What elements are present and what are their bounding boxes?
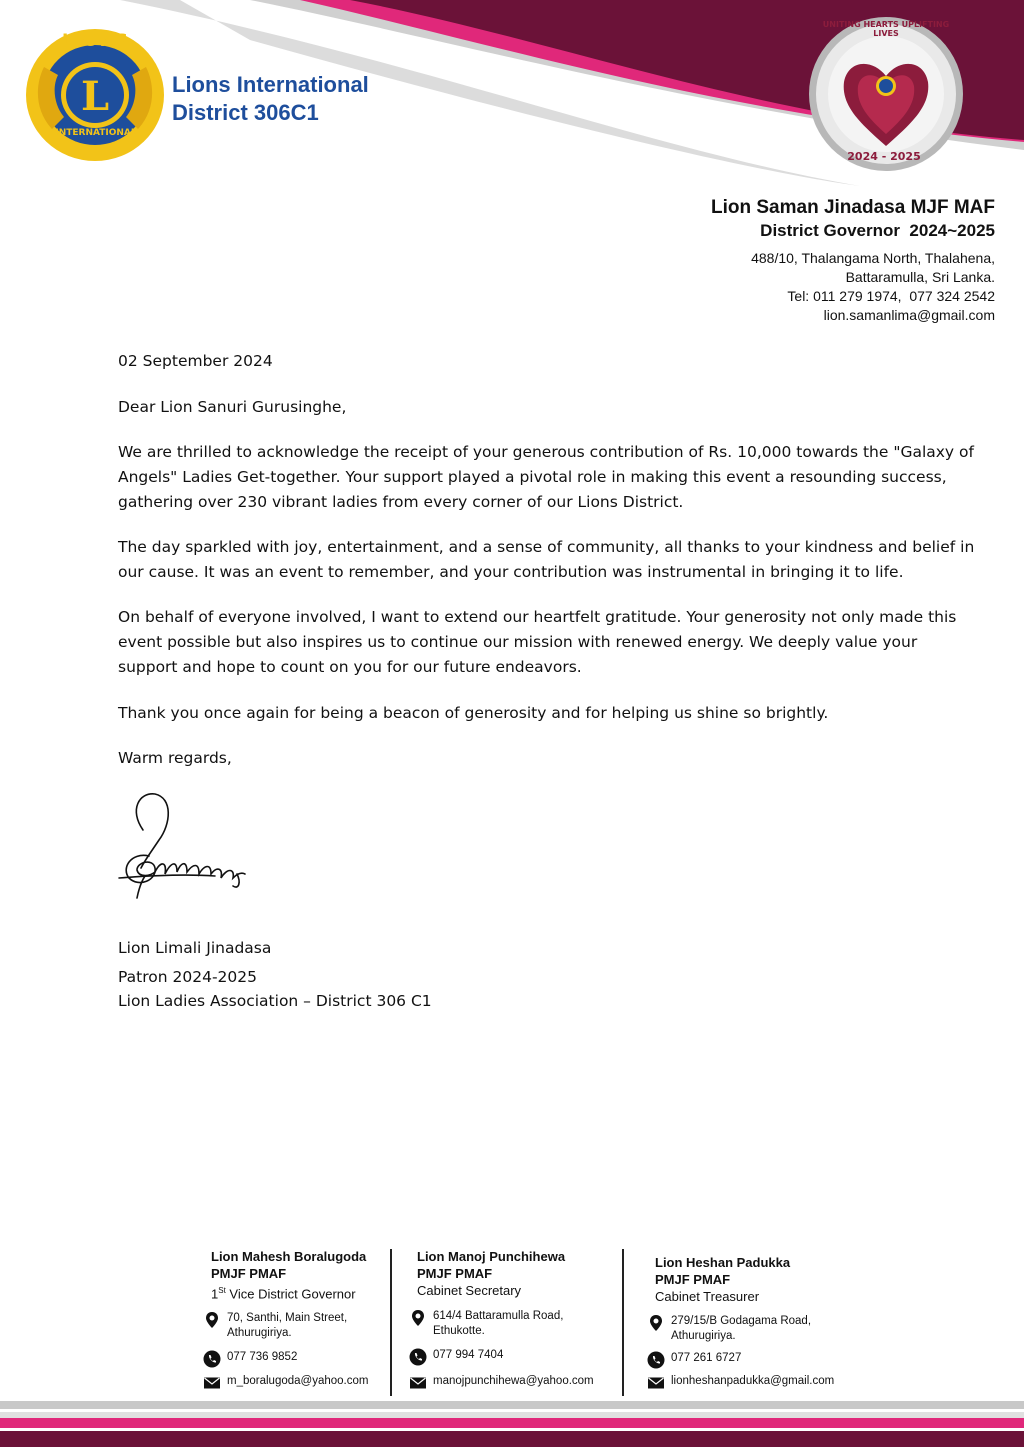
officer-address-line1: 279/15/B Godagama Road, <box>671 1315 812 1327</box>
organization-name-line2: District 306C1 <box>172 100 319 125</box>
officer-address <box>203 1311 347 1341</box>
letter-paragraph-1: We are thrilled to acknowledge the receipt of your generous contribution of Rs. 10,000 towards the "Galaxy of Angels" Ladies Get-together. Your support played a pivotal role in making this event a resounding success, gathering over 230 vibrant ladies from every corner of our Lions District. <box>118 443 974 511</box>
lions-logo-top-text: LIONS <box>61 31 131 51</box>
organization-name-line1: Lions International <box>172 72 369 97</box>
officer-name: Lion Manoj Punchihewa <box>417 1249 566 1264</box>
officer-phone <box>647 1351 741 1369</box>
officer-phone-number: 077 994 7404 <box>433 1349 504 1361</box>
officer-email-address: lionheshanpadukka@gmail.com <box>671 1375 835 1387</box>
officer-card-treasurer <box>655 1254 865 1404</box>
officer-address <box>647 1314 811 1344</box>
handwritten-signature <box>115 790 255 900</box>
letter-paragraph-4: Thank you once again for being a beacon of generosity and for helping us shine so brightly. <box>118 704 829 722</box>
letter-closing: Warm regards, <box>118 749 232 767</box>
governor-email: lion.samanlima@gmail.com <box>823 307 995 323</box>
lions-logo-letter: L <box>80 73 110 120</box>
officer-name: Lion Heshan Padukka <box>655 1255 791 1270</box>
officer-phone <box>409 1348 503 1366</box>
governor-address-line1: 488/10, Thalangama North, Thalahena, <box>751 250 995 266</box>
location-pin-icon <box>203 1311 221 1329</box>
signer-block <box>118 936 432 1013</box>
footer-divider-2 <box>622 1249 624 1396</box>
location-pin-icon <box>647 1314 665 1332</box>
officer-name: Lion Mahesh Boralugoda <box>211 1249 367 1264</box>
officer-honors: PMJF PMAF <box>655 1272 731 1287</box>
officer-email <box>409 1374 594 1392</box>
phone-icon <box>203 1350 221 1368</box>
officer-address-line1: 614/4 Battaramulla Road, <box>433 1310 564 1322</box>
officer-address-line2: Athurugiriya. <box>671 1330 736 1342</box>
officer-email-address: m_boralugoda@yahoo.com <box>227 1375 369 1387</box>
officer-address-line2: Athurugiriya. <box>227 1327 292 1339</box>
officer-card-vice-governor <box>211 1248 386 1398</box>
governor-title: District Governor 2024~2025 <box>760 221 995 240</box>
envelope-icon <box>203 1374 221 1392</box>
officer-phone-number: 077 736 9852 <box>227 1351 298 1363</box>
letter-paragraph-3: On behalf of everyone involved, I want to extend our heartfelt gratitude. Your generosity not only made this event possible but also inspires us to continue our mission with renewed energy. We deeply value your support and hope to count on you for our future endeavors. <box>118 608 957 676</box>
officer-email <box>203 1374 368 1392</box>
officer-honors: PMJF PMAF <box>417 1266 493 1281</box>
officer-email <box>647 1374 834 1392</box>
governor-address-line2: Battaramulla, Sri Lanka. <box>845 269 995 285</box>
theme-badge-years: 2024 - 2025 <box>847 150 921 163</box>
governor-contact-block <box>711 196 995 325</box>
officer-address <box>409 1309 563 1339</box>
organization-name <box>172 71 369 127</box>
officer-address-line2: Ethukotte. <box>433 1325 485 1337</box>
theme-badge-motto: UNITING HEARTS UPLIFTING LIVES <box>822 20 950 38</box>
envelope-icon <box>647 1374 665 1392</box>
letter-paragraph-2: The day sparkled with joy, entertainment, and a sense of community, all thanks to your kindness and belief in our cause. It was an event to remember, and your contribution was instrumental in bringing it to life. <box>118 538 975 581</box>
officer-email-address: manojpunchihewa@yahoo.com <box>433 1375 594 1387</box>
footer-stripes <box>0 1395 1024 1447</box>
envelope-icon <box>409 1374 427 1392</box>
officer-card-secretary <box>417 1248 617 1398</box>
letter-salutation: Dear Lion Sanuri Gurusinghe, <box>118 398 347 416</box>
signer-title: Patron 2024-2025 <box>118 968 257 986</box>
governor-telephone: Tel: 011 279 1974, 077 324 2542 <box>787 288 995 304</box>
officer-address-line1: 70, Santhi, Main Street, <box>227 1312 348 1324</box>
lions-logo-bottom-text: INTERNATIONAL <box>55 128 137 138</box>
phone-icon <box>647 1351 665 1369</box>
location-pin-icon <box>409 1309 427 1327</box>
footer-divider-1 <box>390 1249 392 1396</box>
signer-organization: Lion Ladies Association – District 306 C1 <box>118 992 432 1010</box>
officer-phone <box>203 1350 297 1368</box>
signer-name: Lion Limali Jinadasa <box>118 939 272 957</box>
officer-title: Cabinet Secretary <box>417 1283 522 1298</box>
officer-honors: PMJF PMAF <box>211 1266 287 1281</box>
letter-date: 02 September 2024 <box>118 352 273 370</box>
officer-title: Cabinet Treasurer <box>655 1289 760 1304</box>
officer-title: 1St Vice District Governor <box>211 1286 356 1302</box>
phone-icon <box>409 1348 427 1366</box>
governor-name: Lion Saman Jinadasa MJF MAF <box>711 197 995 218</box>
officer-phone-number: 077 261 6727 <box>671 1352 742 1364</box>
